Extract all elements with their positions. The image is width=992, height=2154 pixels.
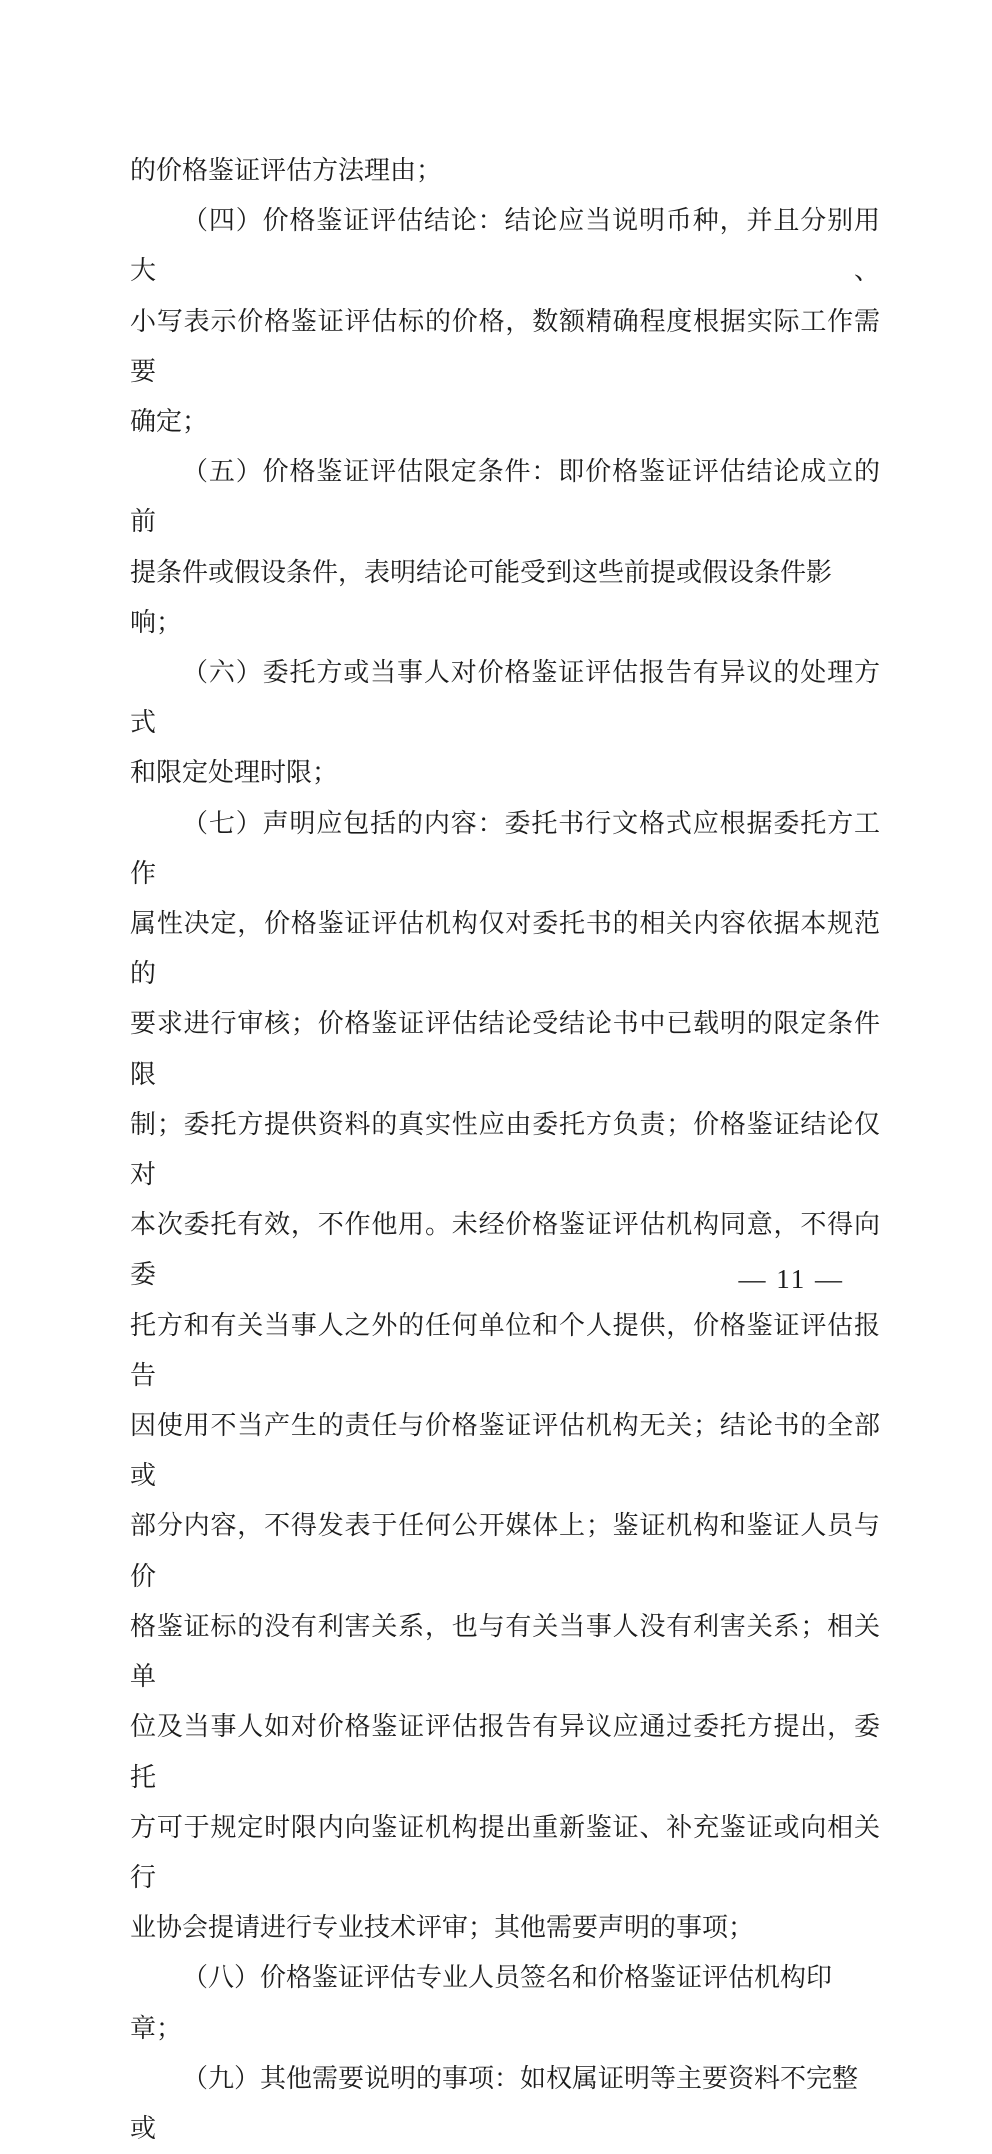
text-line: （五）价格鉴证评估限定条件：即价格鉴证评估结论成立的前 (130, 457, 880, 537)
text-line: 小写表示价格鉴证评估标的价格，数额精确程度根据实际工作需要 (130, 306, 880, 386)
paragraph (130, 196, 880, 447)
text-line: （八）价格鉴证评估专业人员签名和价格鉴证评估机构印章； (130, 1963, 833, 2043)
text-line: 的价格鉴证评估方法理由； (130, 156, 443, 185)
paragraph (130, 2054, 880, 2154)
text-line: 格鉴证标的没有利害关系，也与有关当事人没有利害关系；相关单 (130, 1611, 880, 1692)
text-line: （七）声明应包括的内容：委托书行文格式应根据委托方工作 (130, 808, 880, 888)
text-line: 和限定处理时限； (130, 758, 339, 788)
paragraph (130, 799, 880, 1954)
paragraph (130, 1953, 880, 2053)
text-line: 提条件或假设条件，表明结论可能受到这些前提或假设条件影响； (130, 557, 833, 637)
text-line: （六）委托方或当事人对价格鉴证评估报告有异议的处理方式 (130, 658, 880, 738)
text-line: （九）其他需要说明的事项：如权属证明等主要资料不完整或 (130, 2063, 859, 2143)
text-line: 部分内容，不得发表于任何公开媒体上；鉴证机构和鉴证人员与价 (130, 1511, 880, 1591)
text-line: 业协会提请进行专业技术评审；其他需要声明的事项； (130, 1913, 755, 1943)
text-line: 制；委托方提供资料的真实性应由委托方负责；价格鉴证结论仅对 (130, 1109, 880, 1190)
text-line: 方可于规定时限内向鉴证机构提出重新鉴证、补充鉴证或向相关行 (130, 1812, 880, 1892)
text-line: 因使用不当产生的责任与价格鉴证评估机构无关；结论书的全部或 (130, 1411, 880, 1491)
text-line: （四）价格鉴证评估结论：结论应当说明币种，并且分别用大、 (130, 206, 880, 286)
paragraph (130, 146, 880, 196)
text-line: 确定； (130, 407, 209, 437)
text-line: 托方和有关当事人之外的任何单位和个人提供，价格鉴证评估报告 (130, 1310, 880, 1390)
document-body (130, 146, 880, 2154)
page-number: — 11 — (738, 1264, 844, 1294)
text-line: 本次委托有效，不作他用。未经价格鉴证评估机构同意，不得向委 (130, 1210, 880, 1290)
paragraph (130, 648, 880, 799)
text-line: 属性决定，价格鉴证评估机构仅对委托书的相关内容依据本规范的 (130, 909, 880, 989)
paragraph (130, 447, 880, 648)
text-line: 要求进行审核；价格鉴证评估结论受结论书中已载明的限定条件限 (130, 1009, 880, 1089)
text-line: 位及当事人如对价格鉴证评估报告有异议应通过委托方提出，委托 (130, 1712, 880, 1792)
